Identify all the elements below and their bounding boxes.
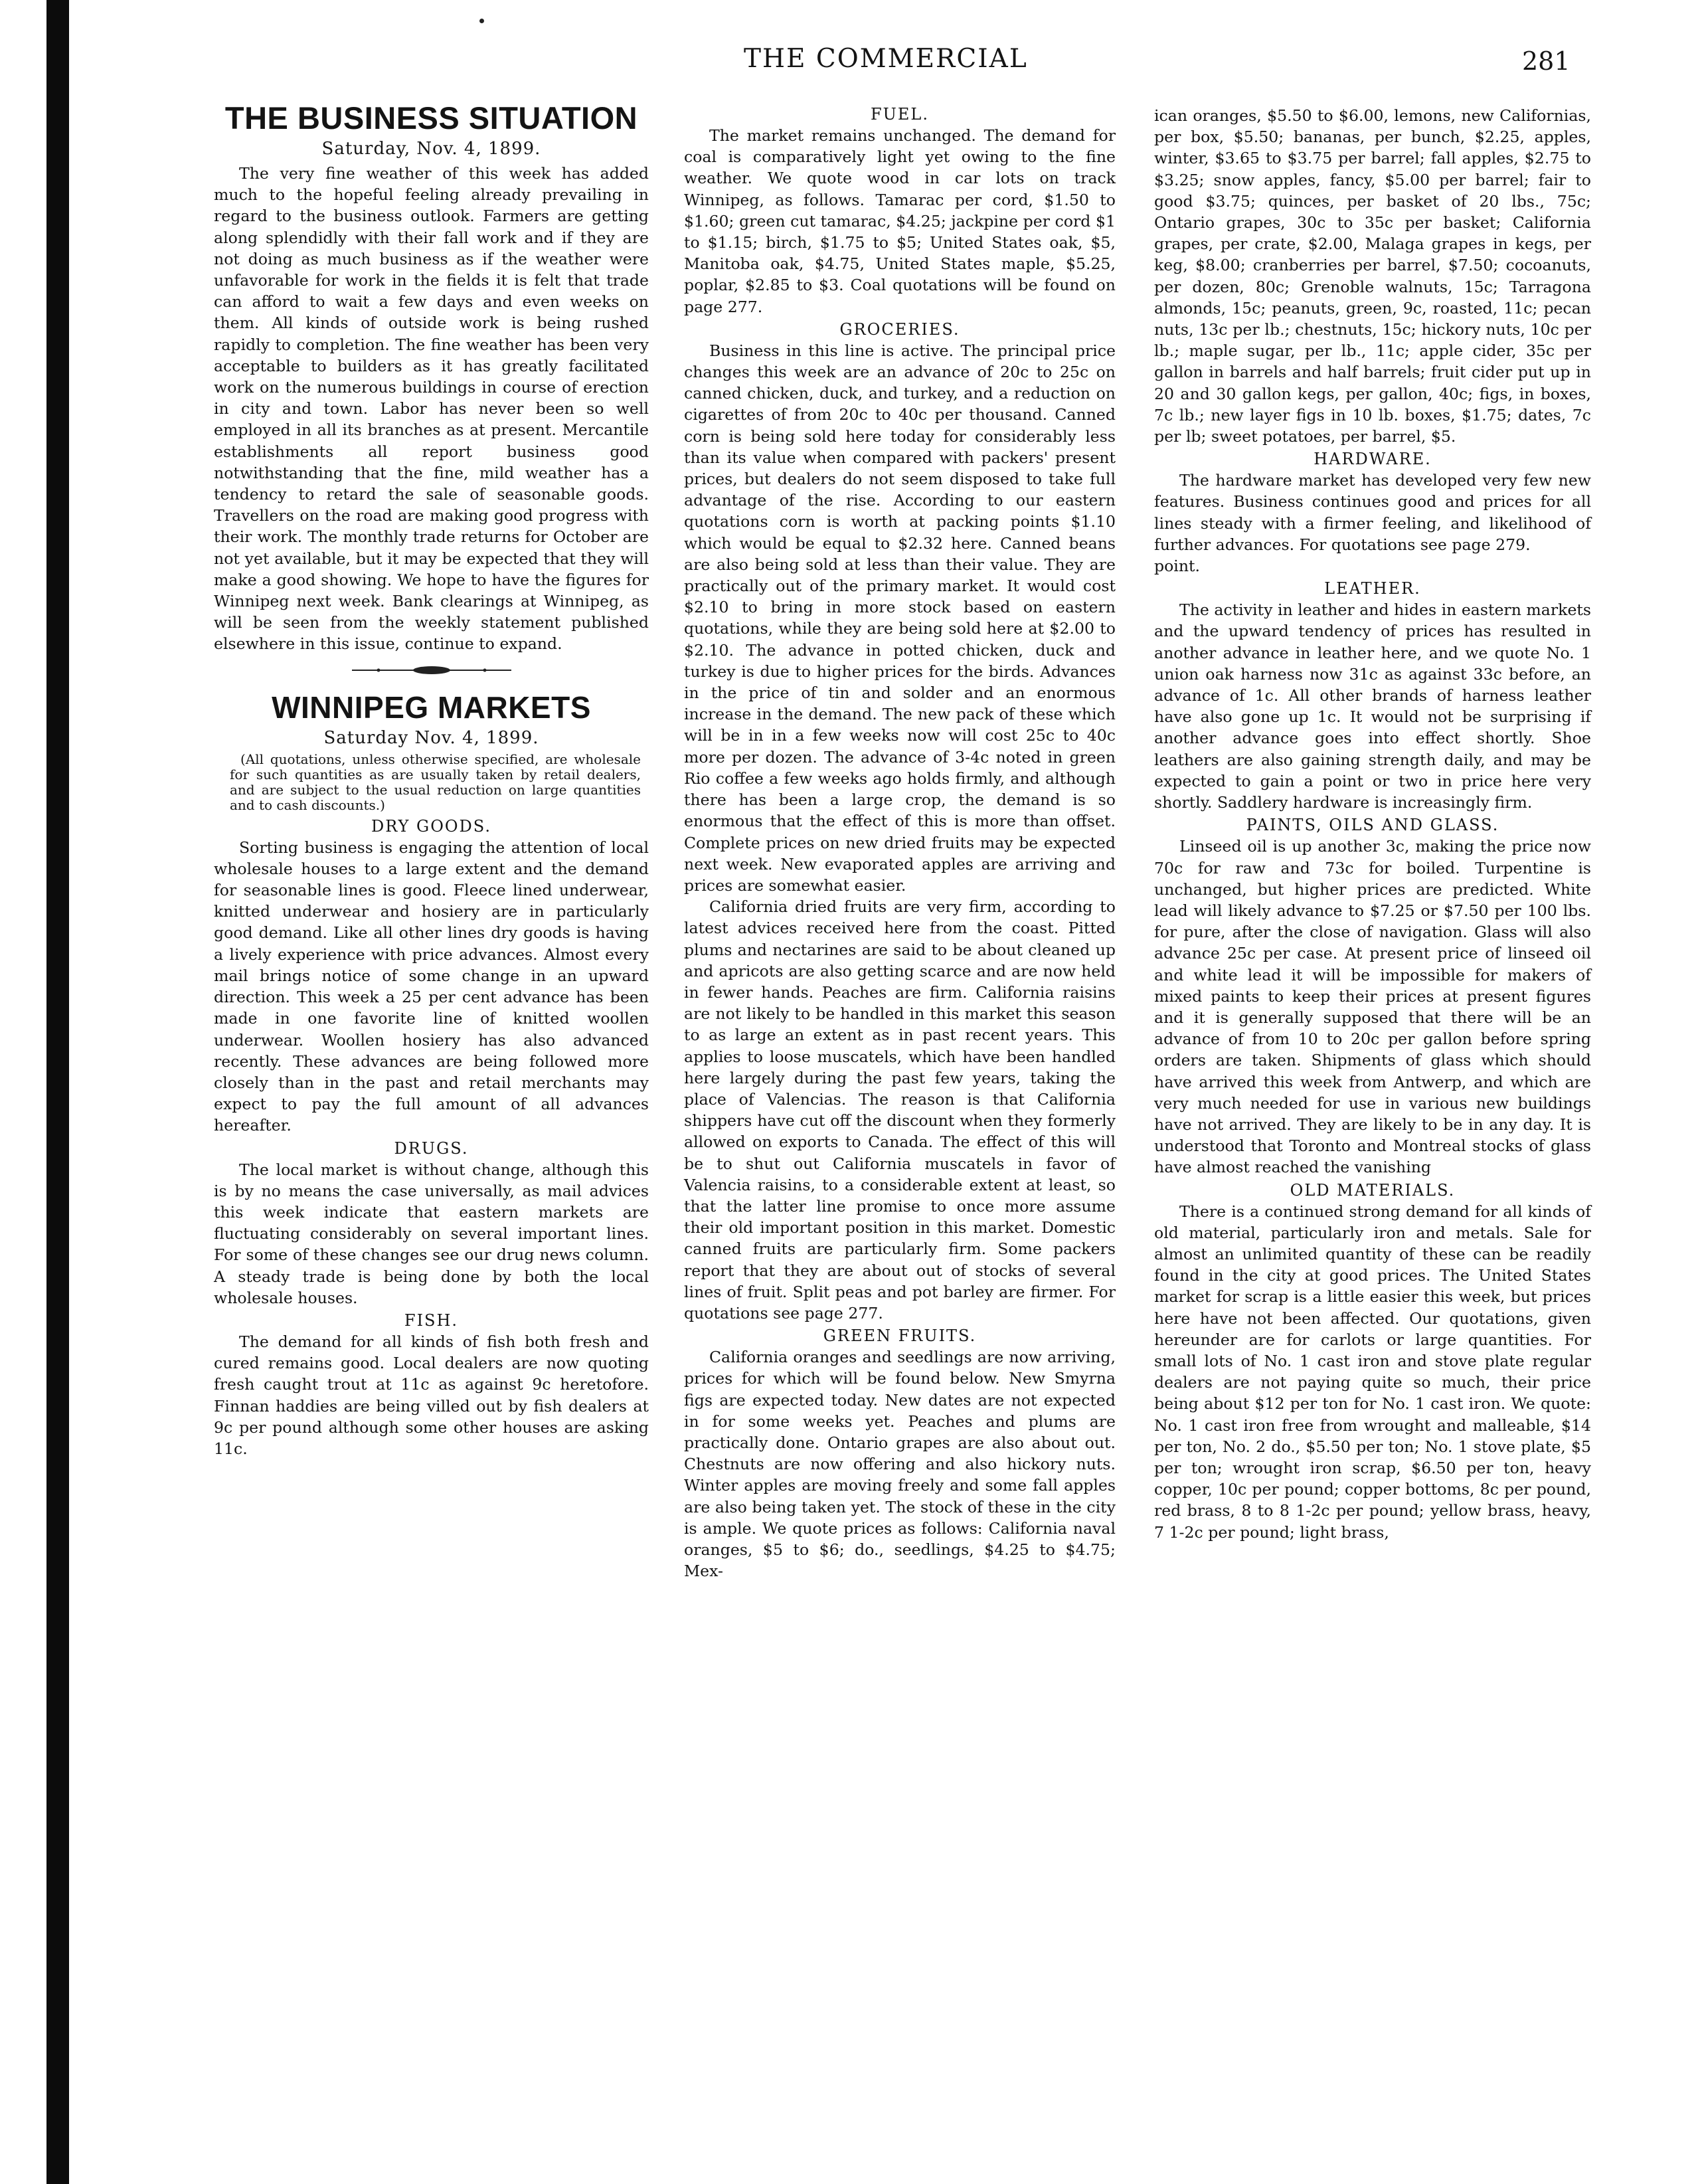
drugs-heading: DRUGS. xyxy=(394,1138,469,1158)
paints-oils-glass-body: Linseed oil is up another 3c, making the price now 70c for raw and 73c for boiled. Turpentine is unchanged, but higher prices are predicted. White lead will likely advance to $7.25 or $7.50 per 100 lbs. for pure, after the close of navigation. Glass will also advance 25c per case. At present price of linseed oil and white lead it will be impossible for makers of mixed paints to keep their prices at present figures and it is generally supposed that there will be an advance of from 10 to 20c per gallon before spring orders are taken. Shipments of glass which should have arrived this week from Antwerp, and which are very much needed for use in various new buildings have not arrived. They are likely to be in any day. It is understood that Toronto and Montreal stocks of glass have almost reached the vanishing xyxy=(1154,837,1591,1177)
dry-goods-body: Sorting business is engaging the attention of local wholesale houses to a large extent and the demand for seasonable lines is good. Fleece lined underwear, knitted underwear and hosiery are in particularly good demand. Like all other lines dry goods is having a lively experience with price advances. Almost every mail brings notice of some change in an upward direction. This week a 25 per cent advance has been made in one favorite line of knitted woollen underwear. Woollen hosiery has also advanced recently. These advances are being followed more closely than in the past and retail merchants may expect to pay the full amount of all advances hereafter. xyxy=(214,838,649,1135)
quotations-note: (All quotations, unless otherwise specified, are wholesale for such quantities as are usually taken by retail dealers, and are subject to the usual reduction on large quantities and to cash discounts.) xyxy=(230,751,641,813)
hardware-heading: HARDWARE. xyxy=(1314,450,1432,469)
winnipeg-markets-date: Saturday Nov. 4, 1899. xyxy=(323,727,539,748)
page-number: 281 xyxy=(1522,46,1571,76)
business-situation-body: The very fine weather of this week has added much to the hopeful feeling already prevailing in regard to the business outlook. Farmers are getting along splendidly with their fall work and if they are not doing as much business as if the weather were unfavorable for work in the fields it is felt that trade can afford to wait a few days and even weeks on them. All kinds of outside work is being rushed rapidly to completion. The fine weather has been very acceptable to builders as it has greatly facilitated work on the numerous buildings in course of erection in city and town. Labor has never been so well employed in all its branches as at present. Mercantile establishments all report business good notwithstanding that the fine, mild weather has a tendency to retard the sale of seasonable goods. Travellers on the road are making good progress with their work. The monthly trade returns for October are not yet available, but it may be expected that they will make a good showing. We hope to have the figures for Winnipeg next week. Bank clearings at Winnipeg, as will be seen from the weekly statement published elsewhere in this issue, continue to expand. xyxy=(214,164,649,654)
old-materials-heading: OLD MATERIALS. xyxy=(1290,1180,1456,1200)
leather-body: The activity in leather and hides in eastern markets and the upward tendency of prices has resulted in another advance in leather here, and we quote No. 1 union oak harness now 31c as against 33c before, an advance of 1c. All other brands of harness leather have also gone up 1c. It would not be surprising if another advance goes into effect shortly. Shoe leathers are also gaining strength daily, and may be expected to gain a point or two in price here very shortly. Saddlery hardware is increasingly firm. xyxy=(1154,600,1591,812)
column-2 xyxy=(684,0,1116,1582)
hardware-tail: point. xyxy=(1154,557,1201,576)
business-situation-date: Saturday, Nov. 4, 1899. xyxy=(321,139,541,159)
leather-heading: LEATHER. xyxy=(1324,579,1421,598)
business-situation-title: THE BUSINESS SITUATION xyxy=(224,100,638,136)
fish-body: The demand for all kinds of fish both fresh and cured remains good. Local dealers are now quoting fresh caught trout at 11c as against 9c heretofore. Finnan haddies are being villed out by fish dealers at 9c per pound although some other houses are asking 11c. xyxy=(214,1332,649,1458)
green-fruits-heading: GREEN FRUITS. xyxy=(823,1326,977,1346)
groceries-heading: GROCERIES. xyxy=(839,319,960,339)
scan-binding-edge xyxy=(46,0,69,2184)
green-fruits-body: California oranges and seedlings are now arriving, prices for which will be found below. New Smyrna figs are expected today. New dates are not expected in for some weeks yet. Peaches and plums are practically done. Ontario grapes are also about out. Chestnuts are now offering and also hickory nuts. Winter apples are moving freely and some fall apples are also being taken yet. The stock of these in the city is ample. We quote prices as follows: California naval oranges, $5 to $6; do., seedlings, $4.25 to $4.75; Mex- xyxy=(684,1348,1116,1581)
column-1 xyxy=(214,0,649,1459)
groceries-body-2: California dried fruits are very firm, according to latest advices received here from the coast. Pitted plums and nectarines are said to be about cleaned up and apricots are also getting scarce and are now held in fewer hands. Peaches are firm. California raisins are not likely to be handled in this market this season to as large an extent as in past recent years. This applies to loose muscatels, which have been handled here largely during the past few years, taking the place of Valencias. The reason is that California shippers have cut off the discount when they formerly allowed on exports to Canada. The effect of this will be to shut out California muscatels in favor of Valencia raisins, to a considerable extent at least, so that the latter line promise to once more assume their old important position in this market. Domestic canned fruits are particularly firm. Some packers report that they are about out of stocks of several lines of fruit. Split peas and pot barley are firmer. For quotations see page 277. xyxy=(684,897,1116,1322)
dry-goods-heading: DRY GOODS. xyxy=(371,816,492,836)
drugs-body: The local market is without change, although this is by no means the case universally, as mail advices this week indicate that eastern markets are fluctuating considerably on several important lines. For some of these changes see our drug news column. A steady trade is being done by both the local wholesale houses. xyxy=(214,1160,649,1307)
fuel-body: The market remains unchanged. The demand for coal is comparatively light yet owing to the fine weather. We quote wood in car lots on track Winnipeg, as follows. Tamarac per cord, $1.50 to $1.60; green cut tamarac, $4.25; jackpine per cord $1 to $1.15; birch, $1.75 to $5; United States oak, $5, Manitoba oak, $4.75, United States maple, $5.25, poplar, $2.85 to $3. Coal quotations will be found on page 277. xyxy=(684,126,1116,316)
fish-heading: FISH. xyxy=(404,1311,459,1330)
paints-oils-glass-heading: PAINTS, OILS AND GLASS. xyxy=(1246,816,1499,835)
fuel-heading: FUEL. xyxy=(871,105,929,124)
winnipeg-markets-title: WINNIPEG MARKETS xyxy=(272,689,591,725)
groceries-body-1: Business in this line is active. The principal price changes this week are an advance of 20c to 25c on canned chicken, duck, and turkey, and a reduction on cigarettes of from 20c to 40c per thousand. Canned corn is being sold here today for considerably less than its value when compared with packers' present prices, but dealers do not seem disposed to take full advantage of the rise. According to our eastern quotations corn is worth at packing points $1.10 which would be equal to $2.32 here. Canned beans are also being sold at less than their value. They are practically out of the primary market. It would cost $2.10 to bring in more stock based on eastern quotations, while they are being sold here at $2.00 to $2.10. The advance in potted chicken, duck and turkey is due to higher prices for the birds. Advances in the price of tin and solder and an enormous increase in the demand. The new pack of these which will be in in a few weeks now will cost 25c to 40c more per dozen. The advance of 3-4c noted in green Rio coffee a few weeks ago holds firmly, and although there has been a large crop, the demand is so enormous that the effect of this is more than offset. Complete prices on new dried fruits may be expected next week. New evaporated apples are arriving and prices are somewhat easier. xyxy=(684,341,1116,895)
green-fruits-prices: ican oranges, $5.50 to $6.00, lemons, new Californias, per box, $5.50; bananas, per bunch, $2.25, apples, winter, $3.65 to $3.75 per barrel; fall apples, $2.75 to $3.25; snow apples, fancy, $5.00 per barrel; fair to good $3.75; quinces, per basket of 20 lbs., 75c; Ontario grapes, 30c to 35c per basket; California grapes, per crate, $2.00, Malaga grapes in kegs, per keg, $8.00; cranberries per barrel, $7.50; cocoanuts, per dozen, 80c; Grenoble walnuts, 15c; Tarragona almonds, 15c; peanuts, green, 9c, roasted, 11c; pecan nuts, 13c per lb.; chestnuts, 15c; hickory nuts, 10c per lb.; maple sugar, per lb., 11c; apple cider, 35c per gallon in barrels and half barrels; fruit cider put up in 20 and 30 gallon kegs, per gallon, 40c; figs, in boxes, 7c lb.; new layer figs in 10 lb. boxes, $1.75; dates, 7c per lb; sweet potatoes, per barrel, $5. xyxy=(1154,106,1591,446)
old-materials-body: There is a continued strong demand for all kinds of old material, particularly iron and metals. Sale for almost an unlimited quantity of these can be readily found in the city at good prices. The United States market for scrap is a little easier this week, but prices here have not been affected. Our quotations, given hereunder are for carlots or large quantities. For small lots of No. 1 cast iron and stove plate regular dealers are not paying quite so much, their price being about $12 per ton for No. 1 cast iron. We quote: No. 1 cast iron free from wrought and malleable, $14 per ton, No. 2 do., $5.50 per ton; No. 1 stove plate, $5 per ton; wrought iron scrap, $6.50 per ton, heavy copper, 10c per pound; copper bottoms, 8c per pound, red brass, 8 to 8 1-2c per pound; yellow brass, heavy, 7 1-2c per pound; light brass, xyxy=(1154,1202,1591,1542)
running-head: THE COMMERCIAL xyxy=(744,44,1028,74)
ornamental-rule xyxy=(352,664,511,676)
hardware-body: The hardware market has developed very few new features. Business continues good and prices for all lines steady with a firmer feeling, and likelihood of further advances. For quotations see page 279. xyxy=(1154,471,1591,554)
column-3 xyxy=(1154,0,1591,1543)
